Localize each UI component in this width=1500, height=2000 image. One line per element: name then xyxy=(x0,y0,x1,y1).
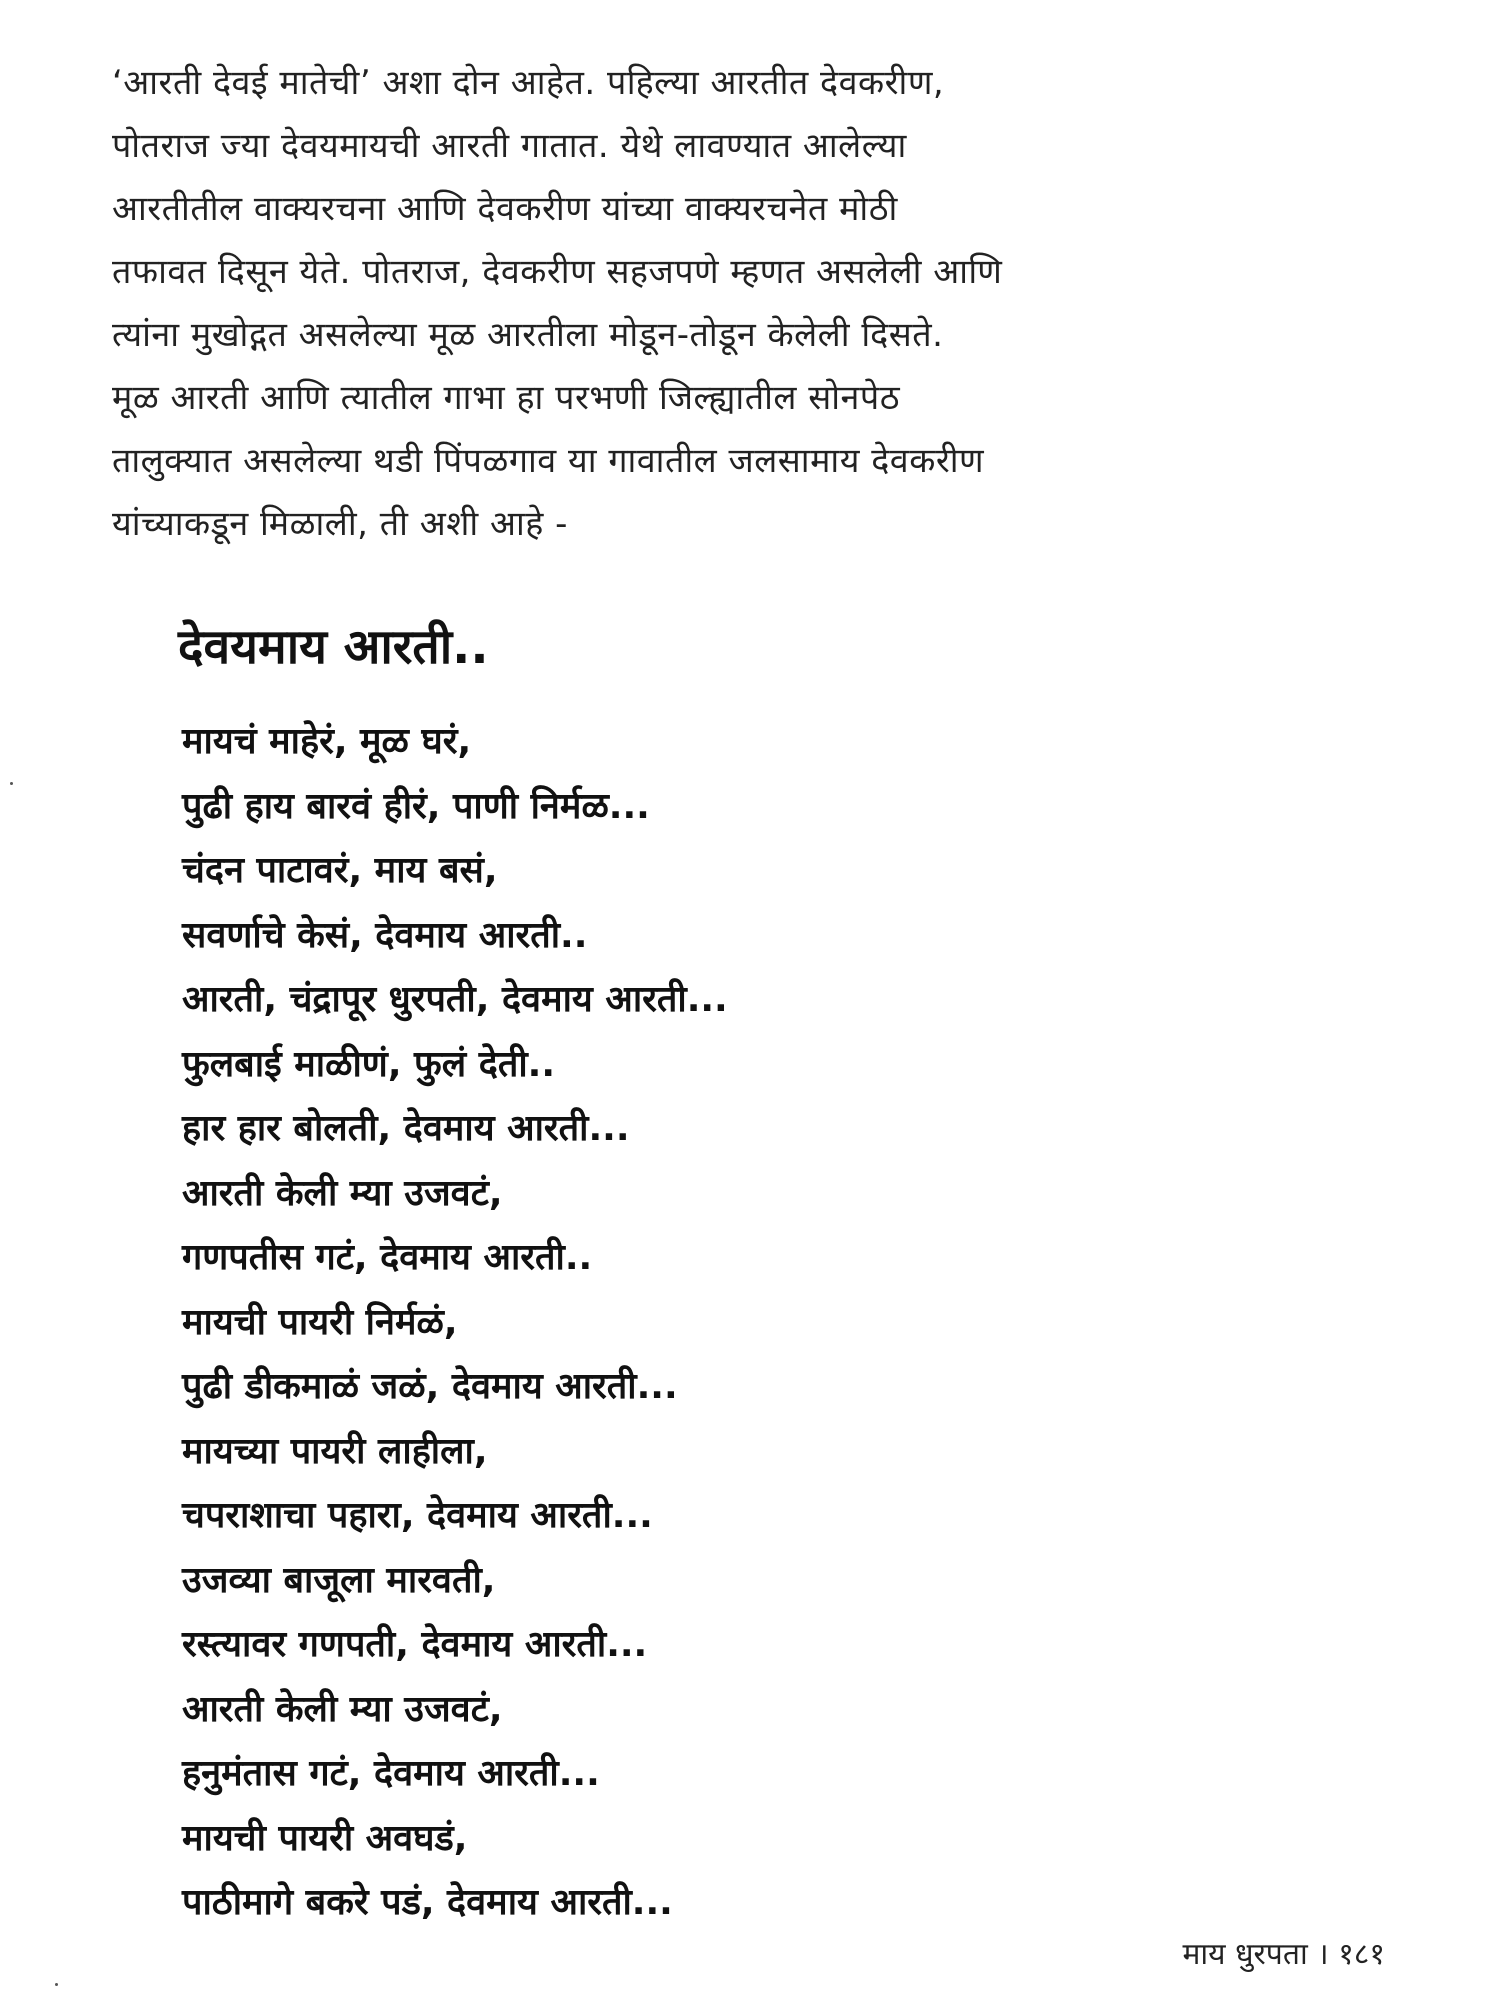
verse-line: गणपतीस गटं, देवमाय आरती.. xyxy=(182,1237,593,1278)
verse-line: मायची पायरी निर्मळं, xyxy=(182,1301,458,1343)
poem-verses xyxy=(182,710,728,1936)
verse-line: पुढी हाय बारवं हीरं, पाणी निर्मळ... xyxy=(182,785,650,827)
intro-line: आरतीतील वाक्यरचना आणि देवकरीण यांच्या वाक्यरचनेत मोठी xyxy=(112,189,898,229)
verse-line: उजव्या बाजूला मारवती, xyxy=(182,1559,496,1601)
intro-line: यांच्याकडून मिळाली, ती अशी आहे - xyxy=(112,504,568,544)
scan-speck xyxy=(55,1983,58,1986)
verse-line: मायची पायरी अवघडं, xyxy=(182,1817,468,1859)
verse-line: आरती केली म्या उजवटं, xyxy=(182,1172,503,1214)
verse-line: पाठीमागे बकरे पडं, देवमाय आरती... xyxy=(182,1882,673,1923)
verse-line: हनुमंतास गटं, देवमाय आरती... xyxy=(182,1753,600,1794)
verse-line: फुलबाई माळीणं, फुलं देती.. xyxy=(182,1043,556,1085)
verse-line: आरती, चंद्रापूर धुरपती, देवमाय आरती... xyxy=(182,979,728,1020)
intro-line: तफावत दिसून येते. पोतराज, देवकरीण सहजपणे म्हणत असलेली आणि xyxy=(112,252,1003,292)
verse-line: सवर्णाचे केसं, देवमाय आरती.. xyxy=(182,914,588,956)
footer-book-title: माय धुरपता xyxy=(1182,1937,1308,1972)
verse-line: चपराशाचा पहारा, देवमाय आरती... xyxy=(182,1495,653,1536)
verse-line: पुढी डीकमाळं जळं, देवमाय आरती... xyxy=(182,1366,678,1407)
verse-line: मायच्या पायरी लाहीला, xyxy=(182,1430,488,1472)
verse-line: चंदन पाटावरं, माय बसं, xyxy=(182,850,498,891)
poem-title: देवयमाय आरती.. xyxy=(178,619,489,675)
intro-line: तालुक्यात असलेल्या थडी पिंपळगाव या गावातील जलसामाय देवकरीण xyxy=(112,441,985,481)
verse-line: आरती केली म्या उजवटं, xyxy=(182,1688,503,1730)
verse-line: रस्त्यावर गणपती, देवमाय आरती... xyxy=(182,1624,648,1665)
footer-page-number: १८१ xyxy=(1338,1937,1385,1972)
intro-paragraph xyxy=(112,52,1372,556)
intro-line: त्यांना मुखोद्गत असलेल्या मूळ आरतीला मोडून-तोडून केलेली दिसते. xyxy=(112,315,944,355)
intro-line: ‘आरती देवई मातेची’ अशा दोन आहेत. पहिल्या आरतीत देवकरीण, xyxy=(112,63,945,103)
intro-line: पोतराज ज्या देवयमायची आरती गातात. येथे लावण्यात आलेल्या xyxy=(112,126,907,166)
scan-speck xyxy=(10,782,13,785)
intro-line: मूळ आरती आणि त्यातील गाभा हा परभणी जिल्ह्यातील सोनपेठ xyxy=(112,378,900,418)
verse-line: मायचं माहेरं, मूळ घरं, xyxy=(182,721,472,762)
page-footer xyxy=(1182,1935,1385,1975)
footer-separator: । xyxy=(1317,1937,1329,1972)
verse-line: हार हार बोलती, देवमाय आरती... xyxy=(182,1108,630,1149)
